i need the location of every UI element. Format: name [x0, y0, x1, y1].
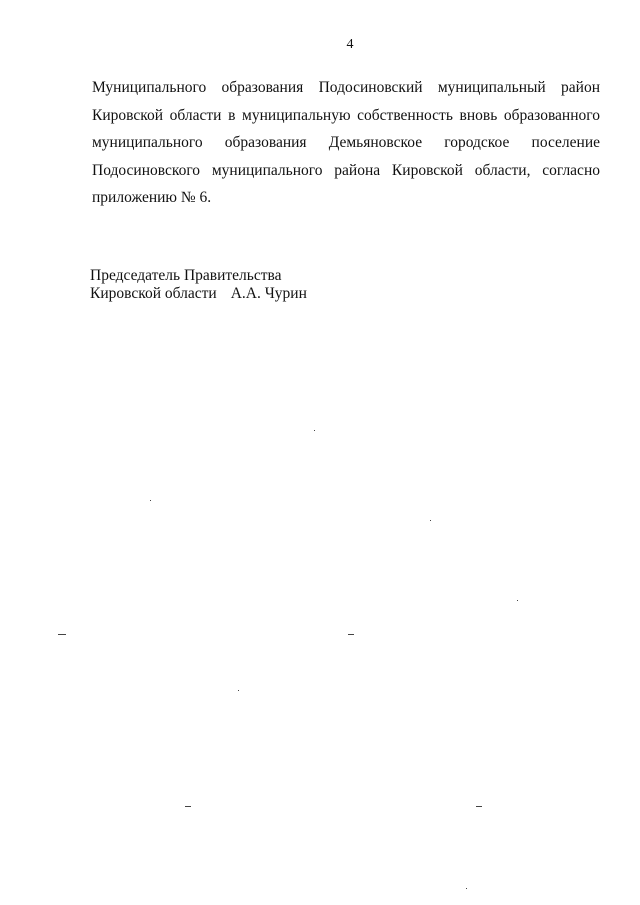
scan-speck	[185, 806, 191, 807]
paragraph-line-4: Подосиновского муниципального района Кировской области, согласно	[92, 161, 600, 179]
scan-speck	[150, 500, 151, 501]
scan-speck	[238, 690, 239, 691]
signatory-org: Кировской области	[90, 285, 217, 302]
signatory-name: А.А. Чурин	[230, 285, 307, 302]
paragraph-line-3: муниципального образования Демьяновское городское поселение	[92, 134, 600, 151]
scan-speck	[517, 600, 518, 601]
body-paragraph	[92, 74, 600, 212]
scan-speck	[314, 430, 315, 431]
scan-speck	[476, 806, 482, 807]
page-number: 4	[346, 37, 354, 52]
signatory-org-line	[90, 285, 307, 303]
signature-block	[90, 267, 307, 303]
signatory-title: Председатель Правительства	[90, 267, 282, 284]
paragraph-line-2: Кировской области в муниципальную собственность вновь образованного	[92, 106, 600, 124]
scan-speck	[58, 634, 66, 635]
scan-speck	[348, 634, 354, 635]
scan-speck	[430, 520, 431, 521]
paragraph-line-1: Муниципального образования Подосиновский муниципальный район	[92, 79, 600, 96]
scan-speck	[466, 888, 467, 889]
paragraph-line-5: приложению № 6.	[92, 189, 212, 206]
